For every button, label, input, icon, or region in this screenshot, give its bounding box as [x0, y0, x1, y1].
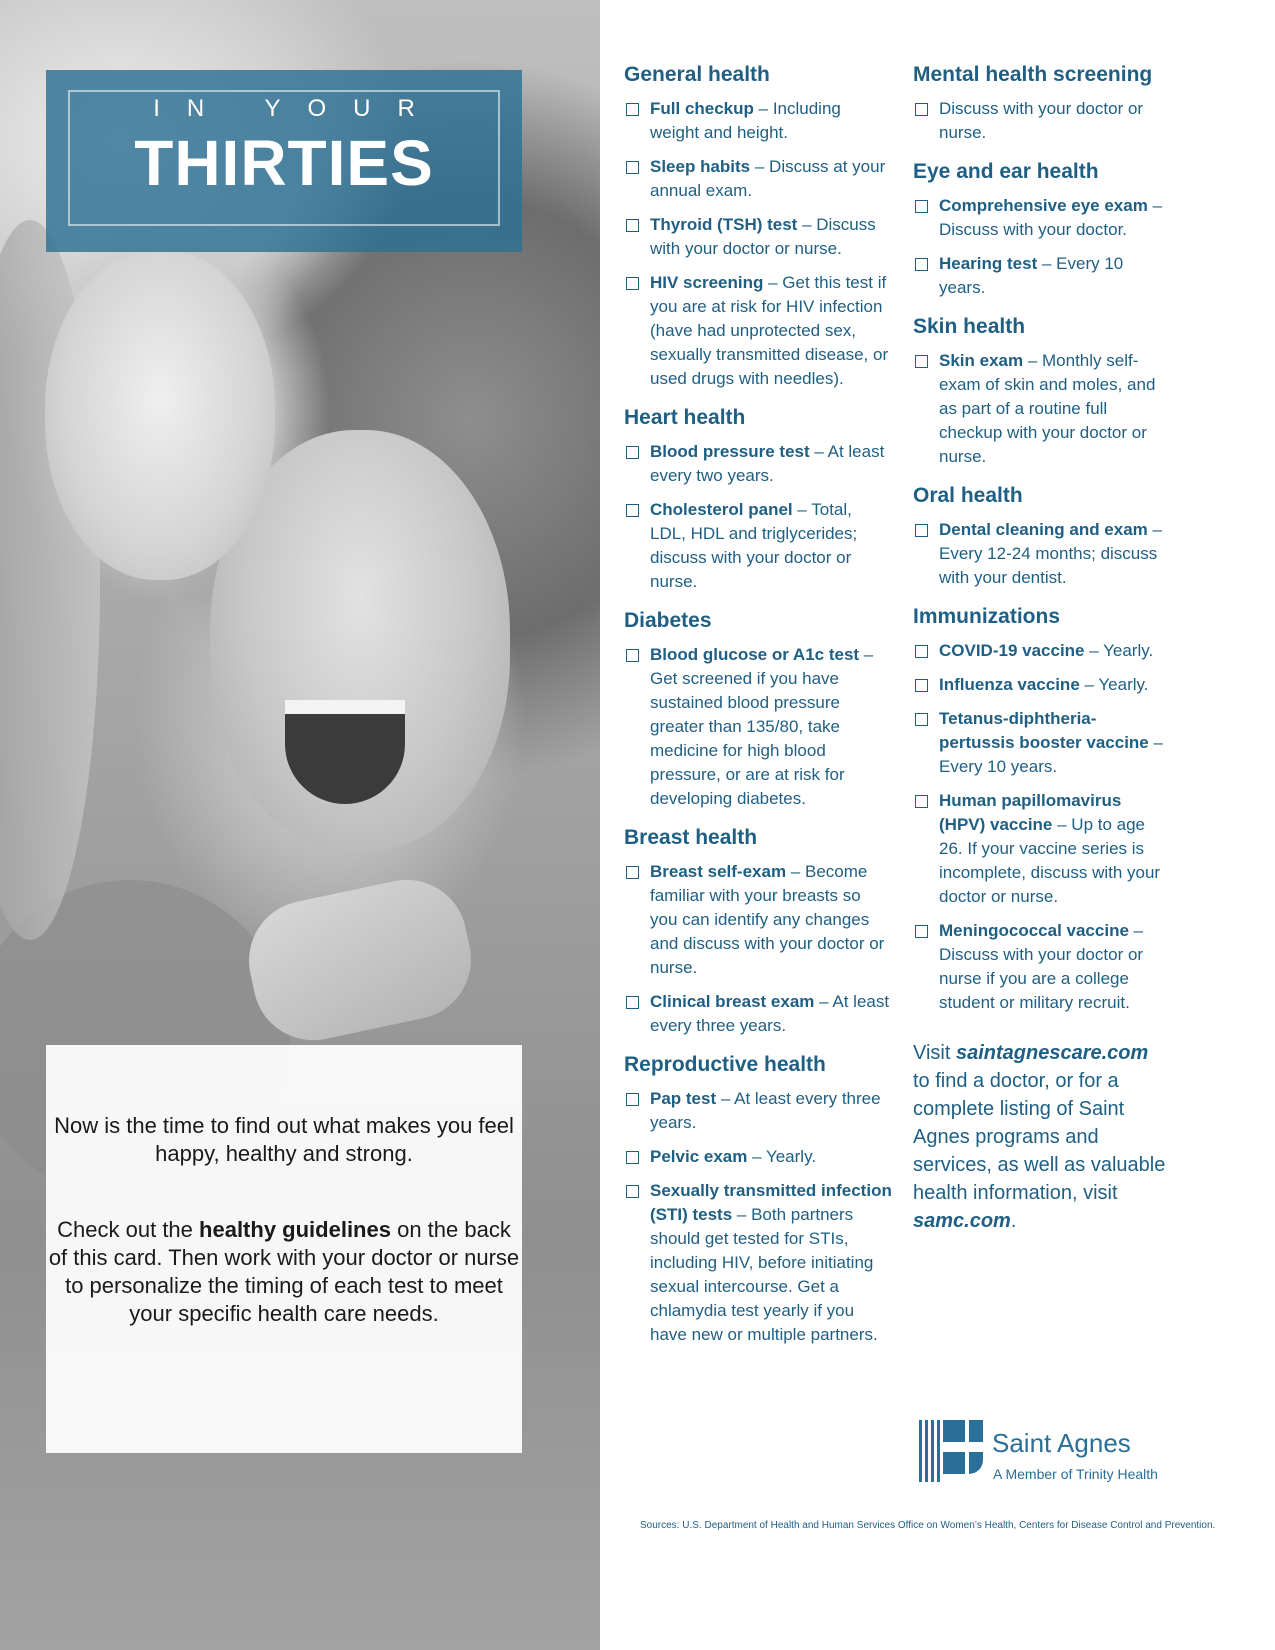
item-description: – Get screened if you have sustained blood pressure greater than 135/80, take medicine for high blood pressure, or are at risk for developing diabetes. [650, 645, 874, 808]
item-description: – Discuss with your doctor or nurse if you are a college student or military recruit. [939, 921, 1144, 1012]
intro-text-2b: on the back of this card. Then work with your doctor or nurse to personalize the timing of each test to meet your specific health care needs. [48, 1217, 520, 1326]
checklist-item [624, 1087, 892, 1135]
section-oral-health [913, 483, 1168, 590]
checklist-item [913, 673, 1168, 697]
intro-text-2-bold: healthy guidelines [199, 1217, 391, 1242]
checkbox-icon[interactable] [915, 524, 928, 537]
checkbox-icon[interactable] [626, 1185, 639, 1198]
item-title: Blood pressure test [650, 442, 810, 461]
section-heading: General health [624, 63, 770, 86]
checklist-item [624, 213, 892, 261]
checkbox-icon[interactable] [915, 103, 928, 116]
checklist-item [913, 639, 1168, 663]
item-title: HIV screening [650, 273, 764, 292]
item-title: Breast self-exam [650, 862, 787, 881]
checklist-item [913, 919, 1168, 1015]
photo-child-face [45, 250, 275, 580]
guidelines-column-1 [624, 62, 892, 1361]
section-heading: Oral health [913, 484, 1023, 507]
item-title: Meningococcal vaccine [939, 921, 1129, 940]
section-heading: Skin health [913, 315, 1026, 338]
item-description: – Total, LDL, HDL and triglycerides; discuss with your doctor or nurse. [650, 500, 858, 591]
logo-tagline: A Member of Trinity Health [993, 1466, 1158, 1482]
item-description: – Every 10 years. [939, 254, 1124, 297]
section-general-health [624, 62, 892, 391]
section-skin-health [913, 314, 1168, 469]
item-description: – Discuss with your doctor. [939, 196, 1163, 239]
checklist-item [913, 349, 1168, 469]
checklist-item [624, 97, 892, 145]
item-title: Human papillomavirus (HPV) vaccine [939, 791, 1122, 834]
checkbox-icon[interactable] [915, 679, 928, 692]
visit-text: . [1010, 1210, 1017, 1232]
hero-photo [0, 0, 600, 1650]
item-description: – Discuss at your annual exam. [650, 157, 886, 200]
visit-text: to find a doctor, or for a complete listing of Saint Agnes programs and services, as well as valuable health information, visit [913, 1070, 1166, 1204]
item-title: COVID-19 vaccine [939, 641, 1085, 660]
item-title: Pap test [650, 1089, 717, 1108]
item-description: Discuss with your doctor or nurse. [939, 99, 1144, 142]
item-description: – At least every two years. [650, 442, 885, 485]
checklist-item [624, 1145, 892, 1169]
guidelines-column-2 [913, 62, 1168, 1235]
checkbox-icon[interactable] [915, 645, 928, 658]
checklist-item [624, 1179, 892, 1347]
intro-paragraph-1 [46, 1112, 522, 1168]
section-mental-health-screening [913, 62, 1168, 145]
checkbox-icon[interactable] [915, 200, 928, 213]
item-description: – Yearly. [1079, 675, 1149, 694]
item-description: – Every 12-24 months; discuss with your dentist. [939, 520, 1162, 587]
section-heart-health [624, 405, 892, 594]
item-title: Sleep habits [650, 157, 751, 176]
section-heading: Eye and ear health [913, 160, 1099, 183]
item-description: – Monthly self-exam of skin and moles, and as part of a routine full checkup with your doctor or nurse. [939, 351, 1156, 466]
checklist-item [913, 97, 1168, 145]
intro-text-2a: Check out the [57, 1217, 200, 1242]
checkbox-icon[interactable] [915, 713, 928, 726]
visit-text: Visit [913, 1042, 956, 1064]
section-heading: Heart health [624, 406, 746, 429]
checklist-item [624, 860, 892, 980]
checkbox-icon[interactable] [626, 996, 639, 1009]
item-description: – Yearly. [1084, 641, 1154, 660]
section-heading: Mental health screening [913, 63, 1153, 86]
section-reproductive-health [624, 1052, 892, 1347]
checklist-item [624, 440, 892, 488]
checklist-item [913, 194, 1168, 242]
section-heading: Breast health [624, 826, 758, 849]
item-description: – Become familiar with your breasts so you can identify any changes and discuss with your doctor or nurse. [650, 862, 885, 977]
item-description: – At least every three years. [650, 1089, 881, 1132]
item-title: Sexually transmitted infection (STI) tests [650, 1181, 892, 1224]
title-banner [46, 70, 522, 252]
item-title: Influenza vaccine [939, 675, 1080, 694]
checklist-item [624, 643, 892, 811]
checklist-item [913, 518, 1168, 590]
logo-name: Saint Agnes [992, 1428, 1131, 1458]
item-description: – Discuss with your doctor or nurse. [650, 215, 876, 258]
item-title: Full checkup [650, 99, 754, 118]
website-link[interactable]: saintagnescare.com [955, 1042, 1149, 1064]
item-title: Hearing test [939, 254, 1038, 273]
checkbox-icon[interactable] [915, 355, 928, 368]
section-heading: Diabetes [624, 609, 712, 632]
item-title: Skin exam [939, 351, 1024, 370]
item-title: Tetanus-diphtheria-pertussis booster vaccine [939, 709, 1149, 752]
checklist-item [624, 155, 892, 203]
photo-arm-shape [238, 869, 482, 1052]
item-description: – Yearly. [747, 1147, 817, 1166]
checkbox-icon[interactable] [915, 795, 928, 808]
item-description: – At least every three years. [650, 992, 890, 1035]
page-title: THIRTIES [134, 127, 434, 199]
item-title: Cholesterol panel [650, 500, 793, 519]
item-title: Blood glucose or A1c test [650, 645, 860, 664]
saint-agnes-logo [913, 1418, 1173, 1498]
checkbox-icon[interactable] [626, 161, 639, 174]
sources-footnote: Sources: U.S. Department of Health and Human Services Office on Women’s Health, Centers for Disease Control and Prevention. [640, 1520, 1216, 1531]
checkbox-icon[interactable] [626, 446, 639, 459]
checklist-item [913, 789, 1168, 909]
checkbox-icon[interactable] [915, 258, 928, 271]
checkbox-icon[interactable] [626, 866, 639, 879]
section-heading: Immunizations [913, 605, 1061, 628]
intro-message-box [46, 1045, 522, 1453]
checkbox-icon[interactable] [626, 219, 639, 232]
checkbox-icon[interactable] [626, 1093, 639, 1106]
item-description: – Get this test if you are at risk for HIV infection (have had unprotected sex, sexually transmitted disease, or used drugs with needles). [650, 273, 889, 388]
website-link[interactable]: samc.com [913, 1210, 1011, 1232]
checklist-item [624, 498, 892, 594]
item-description: – Every 10 years. [939, 733, 1163, 776]
section-eye-and-ear-health [913, 159, 1168, 300]
section-heading: Reproductive health [624, 1053, 826, 1076]
checklist-item [913, 707, 1168, 779]
item-description: – Including weight and height. [650, 99, 841, 142]
item-title: Dental cleaning and exam [939, 520, 1148, 539]
checkbox-icon[interactable] [626, 103, 639, 116]
checkbox-icon[interactable] [626, 504, 639, 517]
title-subheading: IN YOUR [153, 95, 442, 122]
item-title: Thyroid (TSH) test [650, 215, 798, 234]
item-title: Comprehensive eye exam [939, 196, 1148, 215]
intro-paragraph-2 [46, 1216, 522, 1328]
checklist-item [913, 252, 1168, 300]
checklist-item [624, 271, 892, 391]
visit-info [913, 1039, 1168, 1235]
logo-mark-icon [919, 1420, 983, 1482]
checkbox-icon[interactable] [626, 277, 639, 290]
checkbox-icon[interactable] [915, 925, 928, 938]
checkbox-icon[interactable] [626, 1151, 639, 1164]
checkbox-icon[interactable] [626, 649, 639, 662]
item-title: Pelvic exam [650, 1147, 748, 1166]
item-title: Clinical breast exam [650, 992, 815, 1011]
section-breast-health [624, 825, 892, 1038]
item-description: – Up to age 26. If your vaccine series is incomplete, discuss with your doctor or nurse. [939, 815, 1161, 906]
section-diabetes [624, 608, 892, 811]
checklist-item [624, 990, 892, 1038]
intro-text-1: Now is the time to find out what makes you feel happy, healthy and strong. [54, 1113, 514, 1166]
item-description: – Both partners should get tested for STIs, including HIV, before initiating sexual intercourse. Get a chlamydia test yearly if you have new or multiple partners. [650, 1205, 878, 1344]
section-immunizations [913, 604, 1168, 1015]
